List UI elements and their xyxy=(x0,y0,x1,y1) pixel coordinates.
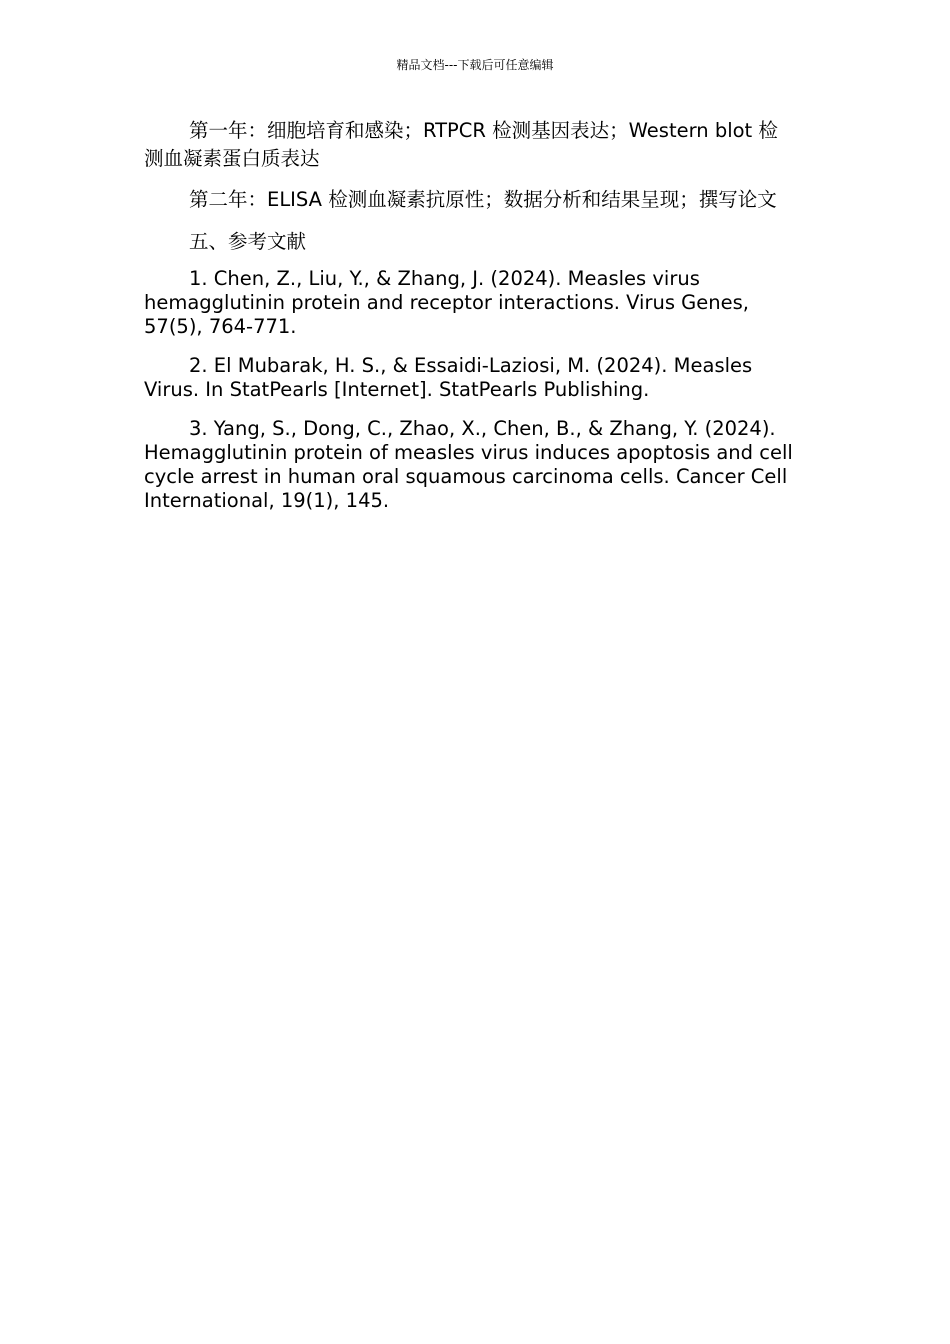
reference-item-2: 2. El Mubarak, H. S., & Essaidi-Laziosi, M. (2024). Measles Virus. In StatPearls [Internet]. StatPearls Publishing. xyxy=(144,354,753,401)
page-header: 精品文档---下载后可任意编辑 xyxy=(396,58,554,72)
schedule-year-two: 第二年：ELISA 检测血凝素抗原性；数据分析和结果呈现；撰写论文 xyxy=(189,188,777,211)
references-heading: 五、参考文献 xyxy=(189,229,307,253)
reference-item-1: 1. Chen, Z., Liu, Y., & Zhang, J. (2024). Measles virus hemagglutinin protein and receptor interactions. Virus Genes, 57(5), 764-771. xyxy=(144,267,750,338)
reference-item-3: 3. Yang, S., Dong, C., Zhao, X., Chen, B., & Zhang, Y. (2024). Hemagglutinin protein of measles virus induces apoptosis and cell cycle arrest in human oral squamous carcinoma cells. Cancer Cell International, 19(1), 145. xyxy=(144,417,793,512)
schedule-year-one: 第一年：细胞培育和感染；RTPCR 检测基因表达；Western blot 检测血凝素蛋白质表达 xyxy=(144,119,778,170)
document-body xyxy=(144,117,794,528)
